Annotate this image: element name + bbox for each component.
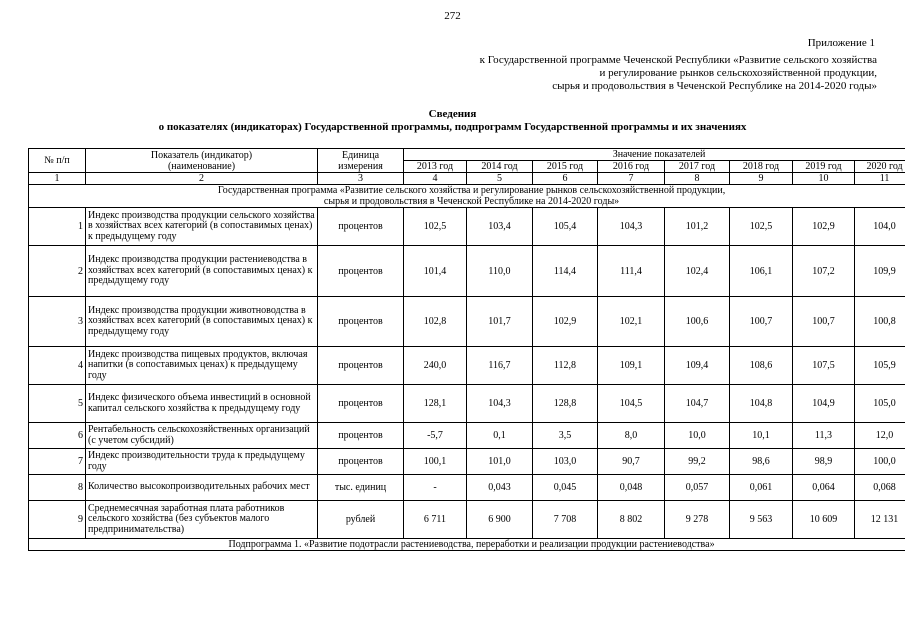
table-row <box>29 475 905 501</box>
column-number: 3 <box>318 173 404 185</box>
indicator-value: 240,0 <box>404 347 467 385</box>
indicator-value: 101,7 <box>467 297 533 347</box>
row-number: 8 <box>29 475 86 501</box>
indicator-value: 10 609 <box>793 501 855 539</box>
indicators-table <box>28 148 905 551</box>
title-line-2: о показателях (индикаторах) Государственной программы, подпрограмм Государственной программы и их значениях <box>158 121 747 133</box>
indicator-value: 12 131 <box>855 501 905 539</box>
indicator-name: Индекс производства продукции сельского хозяйства в хозяйствах всех категорий (в сопоставимых ценах) к предыдущему году <box>86 208 318 246</box>
indicator-value: 102,9 <box>793 208 855 246</box>
indicator-value: 0,043 <box>467 475 533 501</box>
indicator-value: 103,4 <box>467 208 533 246</box>
indicator-value: 109,9 <box>855 246 905 297</box>
indicator-value: 11,3 <box>793 423 855 449</box>
indicator-unit: процентов <box>318 297 404 347</box>
indicator-name: Индекс производства продукции животноводства в хозяйствах всех категорий (в сопоставимых ценах) к предыдущему году <box>86 297 318 347</box>
indicator-value: 106,1 <box>730 246 793 297</box>
indicator-value: 0,064 <box>793 475 855 501</box>
indicator-value: 101,0 <box>467 449 533 475</box>
column-number: 11 <box>855 173 905 185</box>
indicator-value: 104,0 <box>855 208 905 246</box>
indicator-unit: процентов <box>318 246 404 297</box>
indicator-value: 10,1 <box>730 423 793 449</box>
table-row <box>29 347 905 385</box>
indicator-value: 6 900 <box>467 501 533 539</box>
indicator-name: Среднемесячная заработная плата работников сельского хозяйства (без субъектов малого предпринимательства) <box>86 501 318 539</box>
header-year: 2019 год <box>793 161 855 173</box>
row-number: 4 <box>29 347 86 385</box>
indicator-value: 0,048 <box>598 475 665 501</box>
column-numbers-row <box>29 173 905 185</box>
header-year: 2014 год <box>467 161 533 173</box>
table-row <box>29 423 905 449</box>
indicator-value: 108,6 <box>730 347 793 385</box>
indicator-value: -5,7 <box>404 423 467 449</box>
indicator-value: 0,061 <box>730 475 793 501</box>
column-number: 9 <box>730 173 793 185</box>
appendix-label: Приложение 1 <box>807 37 875 49</box>
indicator-name: Количество высокопроизводительных рабочих мест <box>86 475 318 501</box>
row-number: 6 <box>29 423 86 449</box>
row-number: 9 <box>29 501 86 539</box>
indicator-value: 100,7 <box>793 297 855 347</box>
indicator-value: 102,5 <box>730 208 793 246</box>
document-title <box>0 108 905 134</box>
row-number: 2 <box>29 246 86 297</box>
table-row <box>29 246 905 297</box>
indicator-value: 100,0 <box>855 449 905 475</box>
indicator-value: 103,0 <box>533 449 598 475</box>
title-line-1: Сведения <box>428 108 477 120</box>
section-subprogram-row <box>29 539 905 551</box>
column-number: 1 <box>29 173 86 185</box>
indicator-value: 7 708 <box>533 501 598 539</box>
data-rows <box>29 208 905 539</box>
indicator-value: 104,3 <box>598 208 665 246</box>
table-row <box>29 208 905 246</box>
indicator-value: 100,6 <box>665 297 730 347</box>
indicator-value: 6 711 <box>404 501 467 539</box>
indicator-value: 110,0 <box>467 246 533 297</box>
row-number: 1 <box>29 208 86 246</box>
section-program <box>29 185 905 208</box>
header-values: Значение показателей <box>404 149 905 161</box>
indicator-value: 9 278 <box>665 501 730 539</box>
indicator-name: Рентабельность сельскохозяйственных организаций (с учетом субсидий) <box>86 423 318 449</box>
indicator-value: 102,8 <box>404 297 467 347</box>
indicator-value: 0,068 <box>855 475 905 501</box>
column-number: 8 <box>665 173 730 185</box>
indicator-value: 105,9 <box>855 347 905 385</box>
header-year: 2018 год <box>730 161 793 173</box>
table-row <box>29 501 905 539</box>
indicator-value: 0,1 <box>467 423 533 449</box>
indicator-unit: процентов <box>318 208 404 246</box>
column-number: 2 <box>86 173 318 185</box>
indicator-value: 3,5 <box>533 423 598 449</box>
section-program-line-1: Государственная программа «Развитие сельского хозяйства и регулирование рынков сельскохозяйственной продукции, <box>217 185 726 196</box>
table-row <box>29 297 905 347</box>
column-number: 10 <box>793 173 855 185</box>
indicator-value: 114,4 <box>533 246 598 297</box>
indicator-value: 101,4 <box>404 246 467 297</box>
appendix-line-1: к Государственной программе Чеченской Республики «Развитие сельского хозяйства <box>479 54 877 66</box>
header-year: 2016 год <box>598 161 665 173</box>
indicator-value: 105,4 <box>533 208 598 246</box>
header-unit <box>318 149 404 173</box>
indicator-value: 128,8 <box>533 385 598 423</box>
indicator-value: 9 563 <box>730 501 793 539</box>
header-year: 2013 год <box>404 161 467 173</box>
page-number: 272 <box>444 10 461 22</box>
section-program-line-2: сырья и продовольствия в Чеченской Республике на 2014-2020 годы» <box>323 196 620 207</box>
indicator-value: 100,7 <box>730 297 793 347</box>
indicator-value: 104,3 <box>467 385 533 423</box>
indicator-value: 104,7 <box>665 385 730 423</box>
indicator-value: 128,1 <box>404 385 467 423</box>
indicator-value: 90,7 <box>598 449 665 475</box>
indicator-value: 98,9 <box>793 449 855 475</box>
indicator-value: 104,9 <box>793 385 855 423</box>
indicator-value: 102,1 <box>598 297 665 347</box>
indicator-unit: рублей <box>318 501 404 539</box>
column-number: 5 <box>467 173 533 185</box>
appendix-reference <box>357 54 877 93</box>
row-number: 3 <box>29 297 86 347</box>
indicator-value: 100,1 <box>404 449 467 475</box>
indicator-value: 0,057 <box>665 475 730 501</box>
indicator-value: 100,8 <box>855 297 905 347</box>
header-row-1 <box>29 149 905 161</box>
column-number: 6 <box>533 173 598 185</box>
indicator-value: 101,2 <box>665 208 730 246</box>
header-year: 2017 год <box>665 161 730 173</box>
column-number: 7 <box>598 173 665 185</box>
indicator-value: 12,0 <box>855 423 905 449</box>
header-year: 2015 год <box>533 161 598 173</box>
header-indicator-sub: (наименование) <box>167 160 236 172</box>
indicator-unit: процентов <box>318 385 404 423</box>
row-number: 5 <box>29 385 86 423</box>
indicator-name: Индекс производительности труда к предыдущему году <box>86 449 318 475</box>
section-program-row <box>29 185 905 208</box>
indicator-value: 112,8 <box>533 347 598 385</box>
indicator-value: 107,2 <box>793 246 855 297</box>
section-subprogram-1: Подпрограмма 1. «Развитие подотрасли растениеводства, переработки и реализации продукции растениеводства» <box>29 539 905 551</box>
table-row <box>29 449 905 475</box>
header-num: № п/п <box>29 149 86 173</box>
indicator-unit: тыс. единиц <box>318 475 404 501</box>
column-number: 4 <box>404 173 467 185</box>
indicator-value: 98,6 <box>730 449 793 475</box>
indicator-unit: процентов <box>318 449 404 475</box>
indicator-value: 0,045 <box>533 475 598 501</box>
appendix-line-3: сырья и продовольствия в Чеченской Республике на 2014-2020 годы» <box>552 80 877 92</box>
header-indicator-label: Показатель (индикатор) <box>150 149 253 161</box>
indicator-value: 8 802 <box>598 501 665 539</box>
indicator-unit: процентов <box>318 347 404 385</box>
indicator-value: 111,4 <box>598 246 665 297</box>
table-row <box>29 385 905 423</box>
indicator-name: Индекс физического объема инвестиций в основной капитал сельского хозяйства к предыдущему году <box>86 385 318 423</box>
indicator-value: - <box>404 475 467 501</box>
indicator-value: 104,8 <box>730 385 793 423</box>
indicator-value: 99,2 <box>665 449 730 475</box>
header-unit-label: Единица <box>341 149 380 161</box>
header-indicator <box>86 149 318 173</box>
indicator-value: 107,5 <box>793 347 855 385</box>
indicator-value: 109,4 <box>665 347 730 385</box>
indicator-name: Индекс производства продукции растениеводства в хозяйствах всех категорий (в сопоставимых ценах) к предыдущему году <box>86 246 318 297</box>
row-number: 7 <box>29 449 86 475</box>
header-unit-sub: измерения <box>338 160 383 172</box>
indicator-value: 8,0 <box>598 423 665 449</box>
indicator-value: 109,1 <box>598 347 665 385</box>
indicator-value: 102,9 <box>533 297 598 347</box>
indicator-unit: процентов <box>318 423 404 449</box>
indicator-value: 116,7 <box>467 347 533 385</box>
indicator-value: 102,4 <box>665 246 730 297</box>
indicator-value: 102,5 <box>404 208 467 246</box>
header-year: 2020 год <box>855 161 905 173</box>
indicator-value: 10,0 <box>665 423 730 449</box>
indicator-value: 105,0 <box>855 385 905 423</box>
indicator-value: 104,5 <box>598 385 665 423</box>
indicator-name: Индекс производства пищевых продуктов, включая напитки (в сопоставимых ценах) к предыдущему году <box>86 347 318 385</box>
appendix-line-2: и регулирование рынков сельскохозяйственной продукции, <box>599 67 877 79</box>
